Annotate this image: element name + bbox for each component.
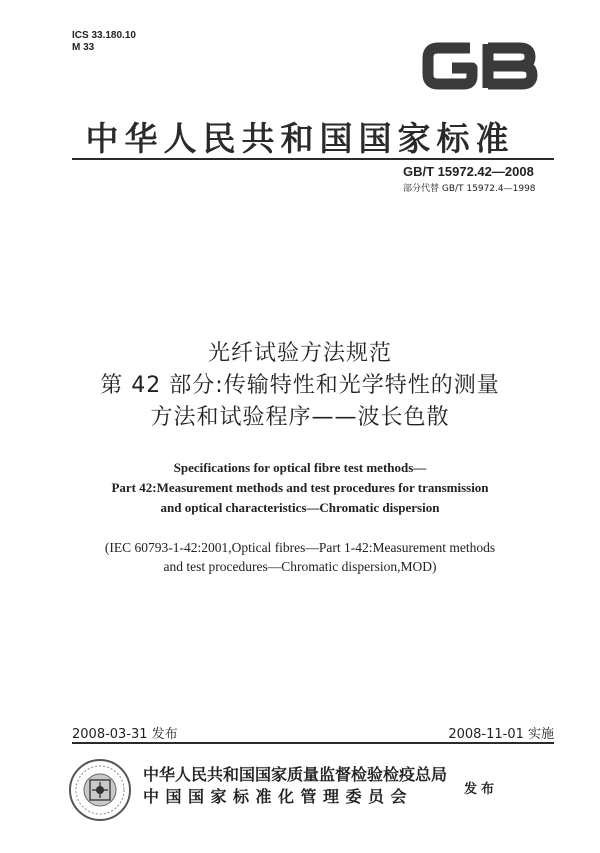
ics-code: ICS 33.180.10 bbox=[72, 30, 136, 41]
title-cn-line-2: 第 42 部分:传输特性和光学特性的测量 bbox=[100, 373, 500, 398]
title-en-line-2: Part 42:Measurement methods and test procedures for transmission bbox=[111, 480, 489, 495]
issuer-aqsiq: 中华人民共和国国家质量监督检验检疫总局 bbox=[143, 765, 448, 784]
header-divider bbox=[72, 158, 554, 160]
footer-divider bbox=[72, 742, 554, 744]
implementation-date: 2008-11-01 实施 bbox=[448, 727, 554, 742]
issuer-sac: 中国国家标准化管理委员会 bbox=[143, 787, 414, 806]
standard-number-block bbox=[403, 164, 563, 194]
ccs-code: M 33 bbox=[72, 42, 95, 53]
standard-number: GB/T 15972.42—2008 bbox=[403, 164, 534, 179]
iec-reference-line-2: and test procedures—Chromatic dispersion,MOD) bbox=[163, 559, 437, 574]
title-cn-line-3: 方法和试验程序——波长色散 bbox=[150, 405, 450, 430]
standard-replaces: 部分代替 GB/T 15972.4—1998 bbox=[403, 184, 536, 194]
iec-reference-line-1: (IEC 60793-1-42:2001,Optical fibres—Part 1-42:Measurement methods bbox=[104, 540, 496, 555]
issue-date: 2008-03-31 发布 bbox=[72, 727, 178, 742]
title-en-line-1: Specifications for optical fibre test methods— bbox=[173, 460, 427, 475]
official-seal-icon bbox=[68, 758, 132, 822]
standard-type-title: 中华人民共和国国家标准 bbox=[85, 119, 515, 158]
publish-label: 发布 bbox=[464, 782, 499, 797]
gb-logo bbox=[420, 38, 538, 94]
title-en-line-3: and optical characteristics—Chromatic dispersion bbox=[160, 500, 440, 515]
title-cn-line-1: 光纤试验方法规范 bbox=[207, 341, 392, 366]
